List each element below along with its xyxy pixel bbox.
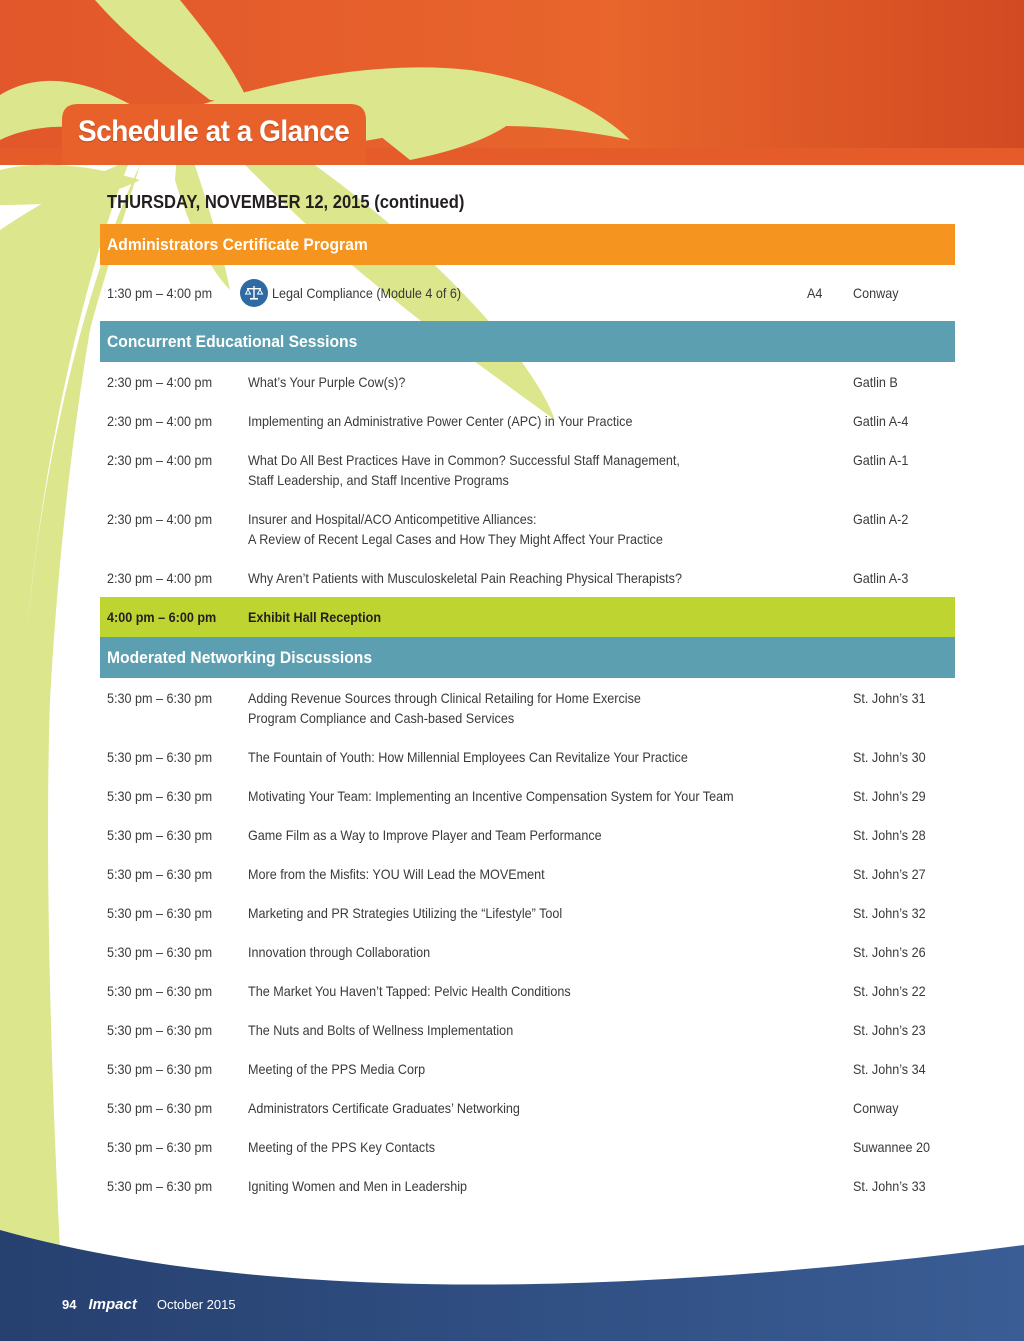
session-room: St. John’s 22	[853, 983, 926, 999]
session-time: 5:30 pm – 6:30 pm	[107, 1100, 213, 1116]
section-title: Administrators Certificate Program	[107, 234, 368, 254]
session-room: St. John’s 30	[853, 749, 926, 765]
session-room: St. John’s 32	[853, 905, 926, 921]
table-row	[100, 1088, 955, 1127]
table-row	[100, 776, 955, 815]
session-room: St. John’s 31	[853, 690, 926, 706]
session-title-line: Marketing and PR Strategies Utilizing the “Lifestyle” Tool	[248, 905, 563, 921]
session-time: 2:30 pm – 4:00 pm	[107, 413, 213, 429]
session-time: 5:30 pm – 6:30 pm	[107, 983, 213, 999]
schedule-table	[100, 224, 955, 1205]
session-title-line: The Fountain of Youth: How Millennial Employees Can Revitalize Your Practice	[248, 749, 688, 765]
table-row	[100, 1127, 955, 1166]
session-time: 5:30 pm – 6:30 pm	[107, 788, 213, 804]
session-code: A4	[807, 285, 823, 301]
session-title-line: More from the Misfits: YOU Will Lead the MOVEment	[248, 866, 545, 882]
session-room: Gatlin A-4	[853, 413, 909, 429]
session-time: 5:30 pm – 6:30 pm	[107, 866, 213, 882]
session-title-line: The Nuts and Bolts of Wellness Implementation	[248, 1022, 514, 1038]
table-row	[100, 815, 955, 854]
magazine-name: Impact	[88, 1296, 137, 1313]
session-room: Suwannee 20	[853, 1139, 931, 1155]
session-time: 5:30 pm – 6:30 pm	[107, 749, 213, 765]
footer-wave	[0, 1230, 1024, 1341]
session-title-line: What’s Your Purple Cow(s)?	[248, 374, 406, 390]
session-title-line: A Review of Recent Legal Cases and How They Might Affect Your Practice	[248, 531, 663, 547]
session-title-line: Innovation through Collaboration	[248, 944, 431, 960]
session-title-line: Game Film as a Way to Improve Player and Team Performance	[248, 827, 602, 843]
session-time: 2:30 pm – 4:00 pm	[107, 452, 213, 468]
session-room: St. John’s 23	[853, 1022, 926, 1038]
session-title-line: What Do All Best Practices Have in Common? Successful Staff Management,	[248, 452, 680, 468]
session-title-line: Insurer and Hospital/ACO Anticompetitive Alliances:	[248, 511, 537, 527]
session-title-line: Administrators Certificate Graduates’ Networking	[248, 1100, 520, 1116]
session-title-line: Adding Revenue Sources through Clinical Retailing for Home Exercise	[248, 690, 641, 706]
session-room: Gatlin B	[853, 374, 898, 390]
session-room: St. John’s 33	[853, 1178, 926, 1194]
session-title-line: The Market You Haven’t Tapped: Pelvic Health Conditions	[248, 983, 571, 999]
session-room: Gatlin A-3	[853, 570, 909, 586]
table-row	[100, 854, 955, 893]
page-footer	[62, 1296, 236, 1313]
session-room: Conway	[853, 285, 899, 301]
session-time: 5:30 pm – 6:30 pm	[107, 827, 213, 843]
session-title-line: Meeting of the PPS Media Corp	[248, 1061, 426, 1077]
session-room: St. John’s 34	[853, 1061, 926, 1077]
page-title: Schedule at a Glance	[78, 115, 350, 148]
session-room: St. John’s 28	[853, 827, 926, 843]
session-title-line: Igniting Women and Men in Leadership	[248, 1178, 468, 1194]
table-row-reception	[100, 597, 955, 637]
session-title-line: Meeting of the PPS Key Contacts	[248, 1139, 436, 1155]
page-number: 94	[62, 1297, 77, 1312]
session-time: 2:30 pm – 4:00 pm	[107, 511, 213, 527]
session-time: 5:30 pm – 6:30 pm	[107, 1022, 213, 1038]
table-row	[100, 932, 955, 971]
session-room: St. John’s 26	[853, 944, 926, 960]
section-title: Moderated Networking Discussions	[107, 647, 373, 667]
table-row	[100, 362, 955, 401]
session-room: St. John’s 29	[853, 788, 926, 804]
session-title-line: Staff Leadership, and Staff Incentive Programs	[248, 472, 509, 488]
day-heading: THURSDAY, NOVEMBER 12, 2015 (continued)	[107, 192, 465, 212]
table-row	[100, 401, 955, 440]
scales-of-justice-icon	[240, 279, 268, 307]
session-time: 2:30 pm – 4:00 pm	[107, 570, 213, 586]
session-time: 4:00 pm – 6:00 pm	[107, 609, 217, 625]
table-row	[100, 558, 955, 597]
table-row	[100, 265, 955, 321]
section-header-admin	[100, 224, 955, 265]
session-room: Gatlin A-2	[853, 511, 909, 527]
session-title-line: Program Compliance and Cash-based Services	[248, 710, 515, 726]
table-row	[100, 893, 955, 932]
issue-date: October 2015	[156, 1297, 236, 1312]
session-title-line: Motivating Your Team: Implementing an Incentive Compensation System for Your Team	[248, 788, 734, 804]
table-row	[100, 737, 955, 776]
session-time: 5:30 pm – 6:30 pm	[107, 905, 213, 921]
section-header-networking	[100, 637, 955, 678]
section-header-concurrent	[100, 321, 955, 362]
session-title: Exhibit Hall Reception	[248, 609, 382, 625]
session-time: 5:30 pm – 6:30 pm	[107, 944, 213, 960]
session-time: 5:30 pm – 6:30 pm	[107, 1139, 213, 1155]
session-title: Legal Compliance (Module 4 of 6)	[272, 285, 462, 301]
table-row	[100, 1049, 955, 1088]
session-room: Conway	[853, 1100, 899, 1116]
section-title: Concurrent Educational Sessions	[107, 331, 358, 351]
table-row	[100, 678, 955, 737]
table-row	[100, 1166, 955, 1205]
session-time: 1:30 pm – 4:00 pm	[107, 285, 213, 301]
session-time: 5:30 pm – 6:30 pm	[107, 1178, 213, 1194]
table-row	[100, 499, 955, 558]
session-time: 5:30 pm – 6:30 pm	[107, 1061, 213, 1077]
session-room: Gatlin A-1	[853, 452, 909, 468]
session-time: 5:30 pm – 6:30 pm	[107, 690, 213, 706]
session-room: St. John’s 27	[853, 866, 926, 882]
session-title-line: Why Aren’t Patients with Musculoskeletal Pain Reaching Physical Therapists?	[248, 570, 682, 586]
table-row	[100, 440, 955, 499]
session-title-line: Implementing an Administrative Power Center (APC) in Your Practice	[248, 413, 633, 429]
table-row	[100, 1010, 955, 1049]
session-time: 2:30 pm – 4:00 pm	[107, 374, 213, 390]
table-row	[100, 971, 955, 1010]
